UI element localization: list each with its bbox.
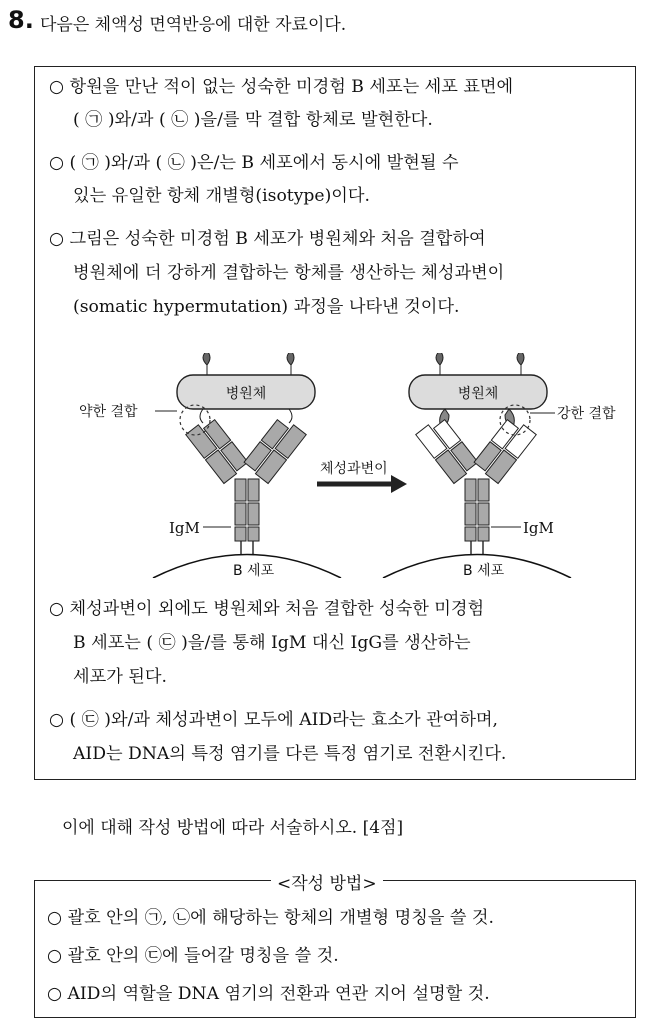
instruction-text: 이에 대해 작성 방법에 따라 서술하시오. [4점] [62, 818, 404, 838]
strong-binding-label: 강한 결합 [557, 406, 616, 422]
passage-line: ○ ( ㉢ )와/과 체성과변이 모두에 AID라는 효소가 관여하며, [49, 710, 498, 730]
bcell-label-right: B 세포 [463, 563, 505, 578]
passage-line: 있는 유일한 항체 개별형(isotype)이다. [73, 186, 370, 206]
passage-line: AID는 DNA의 특정 염기를 다른 특정 염기로 전환시킨다. [73, 744, 507, 764]
arrow-head-icon [391, 475, 407, 493]
bcell-label-left: B 세포 [233, 563, 275, 578]
somatic-hypermutation-figure [65, 353, 620, 578]
passage-line: B 세포는 ( ㉢ )을/를 통해 IgM 대신 IgG를 생산하는 [73, 633, 471, 653]
weak-binding-label: 약한 결합 [79, 404, 138, 420]
method-item: ○ 괄호 안의 ㉢에 들어갈 명칭을 쓸 것. [47, 946, 339, 966]
passage-line: ○ 체성과변이 외에도 병원체와 처음 결합한 성숙한 미경험 [49, 599, 485, 619]
passage-line: 세포가 된다. [73, 667, 167, 687]
method-item: ○ 괄호 안의 ㉠, ㉡에 해당하는 항체의 개별형 명칭을 쓸 것. [47, 908, 494, 928]
question-number: 8. [8, 6, 34, 34]
method-title: <작성 방법> [271, 869, 383, 894]
pathogen-label-left: 병원체 [225, 386, 267, 402]
passage-line: ○ 그림은 성숙한 미경험 B 세포가 병원체와 처음 결합하여 [49, 229, 486, 249]
passage-line: ( ㉠ )와/과 ( ㉡ )을/를 막 결합 항체로 발현한다. [73, 110, 433, 130]
passage-line: ○ 항원을 만난 적이 없는 성숙한 미경험 B 세포는 세포 표면에 [49, 77, 514, 97]
passage-line: ○ ( ㉠ )와/과 ( ㉡ )은/는 B 세포에서 동시에 발현될 수 [49, 153, 459, 173]
arrow-label: 체성과변이 [320, 461, 388, 477]
method-box [34, 874, 636, 1018]
pathogen-spike-icon [436, 353, 443, 365]
question-header [8, 4, 648, 40]
question-stem: 다음은 체액성 면역반응에 대한 자료이다. [40, 15, 347, 35]
igm-label-right: IgM [523, 519, 554, 537]
pathogen-label-right: 병원체 [457, 386, 499, 402]
passage-box [34, 66, 636, 780]
passage-line: (somatic hypermutation) 과정을 나타낸 것이다. [73, 297, 460, 317]
igm-label-left: IgM [169, 519, 200, 537]
passage-line: 병원체에 더 강하게 결합하는 항체를 생산하는 체성과변이 [73, 263, 505, 283]
method-item: ○ AID의 역할을 DNA 염기의 전환과 연관 지어 설명할 것. [47, 984, 490, 1004]
pathogen-spike-icon [203, 353, 210, 365]
pathogen-spike-icon [517, 353, 524, 365]
pathogen-spike-icon [287, 353, 294, 365]
